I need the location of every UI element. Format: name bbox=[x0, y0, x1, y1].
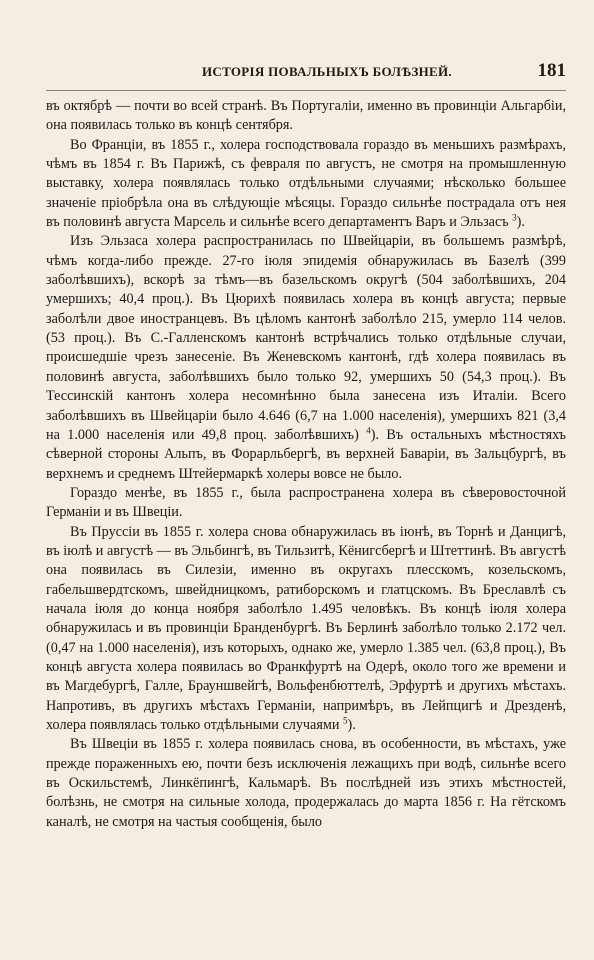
paragraph-text: Въ Швеціи въ 1855 г. холера появилась снова, въ особенности, въ мѣстахъ, уже прежде пораженныхъ ею, почти безъ исключенія лежащихъ при водѣ, сильнѣе всего въ Оскильстемѣ, Линкёпингѣ, Кальмарѣ. Въ послѣдней изъ этихъ мѣстностей, болѣзнь, не смотря на сильные холода, продержалась до марта 1856 г. На гётскомъ каналѣ, не смотря на частыя сообщенія, было bbox=[46, 736, 566, 830]
paragraph-text: Изъ Эльзаса холера распространилась по Швейцаріи, въ большемъ размѣрѣ, чѣмъ когда-либо прежде. 27-го іюля эпидемія обнаружилась въ Базелѣ (399 заболѣвшихъ), вскорѣ за тѣмъ—въ базельскомъ округѣ (504 заболѣвшихъ, 204 умершихъ; 40,4 проц.). Въ Цюрихѣ появилась холера въ концѣ августа; первые заболѣли двое иностранцевъ. Въ цѣломъ кантонѣ заболѣло 215, умерло 114 челов. (53 проц.). Въ С.-Галленскомъ кантонѣ встрѣчались только отдѣльные случаи, происшедшіе чрезъ занесеніе. Въ Женевскомъ кантонѣ, гдѣ холера появилась въ половинѣ августа, заболѣвшихъ было только 92, умершихъ 50 (54,3 проц.). Въ Тессинскій кантонъ холера несомнѣнно была занесена изъ Италіи. Всего заболѣвшихъ въ Швейцаріи было 4.646 (6,7 на 1.000 населенія), умершихъ 821 (3,4 на 1.000 населенія или 49,8 проц. заболѣвшихъ) bbox=[46, 233, 566, 443]
footnote-marker: 4 bbox=[366, 425, 371, 436]
paragraph bbox=[46, 136, 566, 233]
paragraph bbox=[46, 97, 566, 136]
paragraph bbox=[46, 484, 566, 523]
paragraph bbox=[46, 232, 566, 483]
paragraph bbox=[46, 523, 566, 736]
body-text bbox=[46, 97, 566, 832]
paragraph-text: Гораздо менѣе, въ 1855 г., была распространена холера въ сѣверовосточной Германіи и въ Швеціи. bbox=[46, 484, 566, 521]
footnote-marker: 5 bbox=[343, 715, 348, 726]
header-rule bbox=[46, 90, 566, 91]
paragraph-text: въ октябрѣ — почти во всей странѣ. Въ Португаліи, именно въ провинціи Альгарбіи, она появилась только въ концѣ сентября. bbox=[46, 98, 566, 134]
paragraph-text-tail: ). bbox=[347, 717, 356, 733]
footnote-marker: 3 bbox=[512, 212, 517, 223]
running-title: ИСТОРІЯ ПОВАЛЬНЫХЪ БОЛѢЗНЕЙ. bbox=[202, 64, 452, 79]
paragraph-text-tail: ). bbox=[516, 214, 525, 231]
paragraph-text: Въ Пруссіи въ 1855 г. холера снова обнаружилась въ іюнѣ, въ Торнѣ и Данцигѣ, въ іюлѣ и августѣ — въ Эльбингѣ, въ Тильзитѣ, Кёнигсбергѣ и Штеттинѣ. Въ августѣ она появилась въ Силезіи, именно въ округахъ плесскомъ, козельскомъ, габельшвердтскомъ, швейдницкомъ, ратиборскомъ и глатцскомъ. Въ Бреславлѣ съ начала іюля до конца ноября заболѣло 1.495 человѣкъ. Въ концѣ іюля холера обнаружилась и въ провинціи Бранденбургѣ. Въ Берлинѣ заболѣло только 2.172 чел. (0,47 на 1.000 населенія), изъ которыхъ, однако же, умерло 1.385 чел. (63,8 проц.), Въ концѣ августа холера появилась во Франкфуртѣ на Одерѣ, около того же времени и въ Магдебургѣ, Галле, Брауншвейгѣ, Вольфенбюттелѣ, Эрфуртѣ и другихъ мѣстахъ. Напротивъ, въ другихъ мѣстахъ Германіи, напримѣръ, въ Лейпцигѣ и Дрезденѣ, холера появлялась только отдѣльными случаями bbox=[46, 523, 566, 733]
paragraph-text: Во Франціи, въ 1855 г., холера господствовала гораздо въ меньшихъ размѣрахъ, чѣмъ въ 1854 г. Въ Парижѣ, съ февраля по августъ, не смотря на промышленную выставку, холера появлялась только отдѣльными случаями; нѣсколько большее значеніе пріобрѣла она въ слѣдующіе мѣсяцы. Гораздо сильнѣе пострадала отъ нея въ половинѣ августа Марсель и сильнѣе всего департаментъ Варъ и Эльзасъ bbox=[46, 136, 566, 231]
page-number: 181 bbox=[537, 60, 566, 81]
paragraph bbox=[46, 735, 566, 832]
paragraph-text-tail: ). Въ остальныхъ мѣстностяхъ сѣверной стороны Альпъ, въ Форарльбергѣ, въ верхней Баваріи, въ Зальцбургѣ, въ верхнемъ и среднемъ Штейермаркѣ холеры вовсе не было. bbox=[46, 426, 567, 482]
page-header bbox=[46, 60, 566, 86]
